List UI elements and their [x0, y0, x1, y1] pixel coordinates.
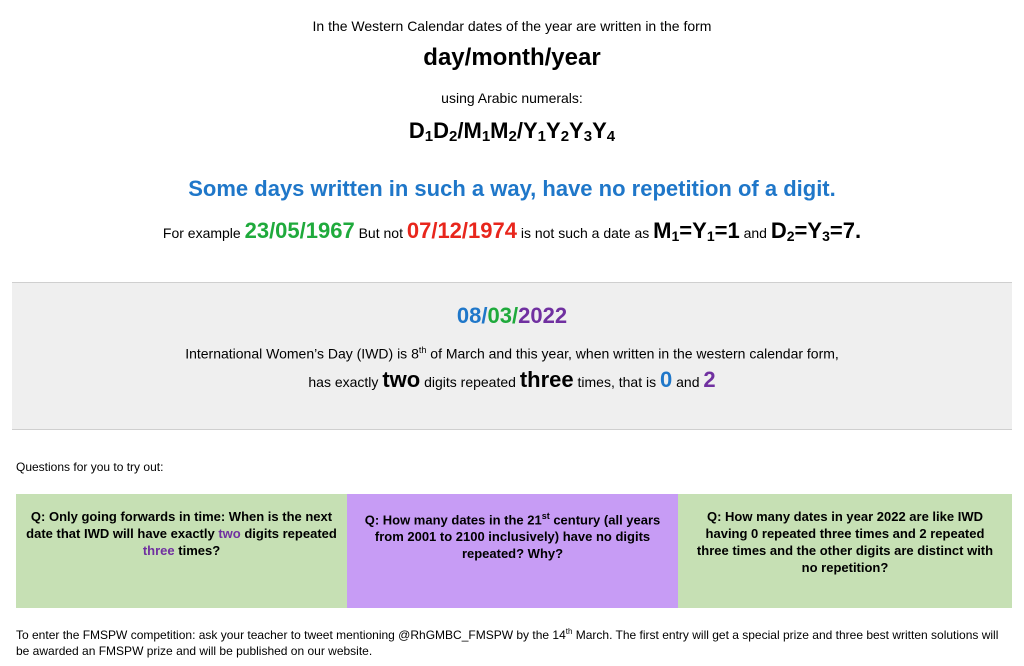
example-prefix: For example: [162, 225, 245, 241]
headline: Some days written in such a way, have no repetition of a digit.: [188, 176, 836, 201]
iwd-slash-2: /: [512, 303, 519, 328]
symbolic-separator: /: [516, 118, 523, 143]
invalid-date-example: 07/12/1974: [406, 218, 517, 243]
symbolic-digit-d1: $D_1$: [408, 118, 434, 145]
iwd-year: 2022: [518, 303, 568, 328]
iwd-panel: [12, 282, 1012, 430]
iwd-day: 08: [456, 303, 482, 328]
symbolic-digit-m1: $M_1$: [463, 118, 491, 145]
date-form-heading: day/month/year: [423, 44, 601, 71]
symbolic-digit-y2: $Y_2$: [546, 118, 570, 145]
iwd-slash-1: /: [481, 303, 488, 328]
reason-text: is not such a date as: [516, 225, 654, 241]
questions-label: Questions for you to try out:: [16, 460, 164, 474]
digit-two: 2: [703, 367, 716, 392]
three-emphasis: three: [519, 367, 574, 392]
iwd-description-line-2: has exactly two digits repeated three times, that is 0 and 2: [308, 367, 716, 392]
two-emphasis: two: [382, 367, 421, 392]
question-2-box: Q: How many dates in the 21st century (all years from 2001 to 2100 inclusively) have no digits repeated? Why?: [347, 494, 678, 608]
intro-text: In the Western Calendar dates of the year are written in the form: [312, 18, 712, 34]
symbolic-date-form: [0, 118, 1024, 145]
arabic-numerals-text: using Arabic numerals:: [441, 90, 583, 106]
symbolic-digit-m2: $M_2$: [490, 118, 517, 145]
but-not-text: But not: [354, 225, 407, 241]
valid-date-example: 23/05/1967: [244, 218, 355, 243]
competition-footer: To enter the FMSPW competition: ask your teacher to tweet mentioning @RhGMBC_FMSPW by the 14th March. The first entry will get a special prize and three best written solutions will be awarded an FMSPW prize and will be published on our website.: [16, 627, 999, 658]
symbolic-digit-y3: $Y_3$: [569, 118, 593, 145]
iwd-date: [12, 303, 1012, 329]
symbolic-digit-y4: $Y_4$: [592, 118, 616, 145]
period: .: [854, 218, 862, 243]
question-3-box: Q: How many dates in year 2022 are like IWD having 0 repeated three times and 2 repeated three times and the other digits are distinct with no repetition?: [678, 494, 1012, 608]
iwd-month: 03: [487, 303, 512, 328]
symbolic-separator: /: [457, 118, 464, 143]
example-line: [0, 218, 1024, 244]
equation-d2-y3: $D_2=Y_3=7$: [770, 218, 855, 244]
symbolic-digit-d2: $D_2$: [433, 118, 458, 145]
equation-m1-y1: $M_1=Y_1=1$: [653, 218, 740, 244]
symbolic-digit-y1: $Y_1$: [522, 118, 546, 145]
digit-zero: 0: [659, 367, 673, 392]
and-text: and: [739, 225, 771, 241]
question-1-box: Q: Only going forwards in time: When is the next date that IWD will have exactly two digits repeated three times?: [16, 494, 347, 608]
iwd-description-line-1: International Women’s Day (IWD) is 8th of March and this year, when written in the western calendar form,: [185, 345, 839, 362]
